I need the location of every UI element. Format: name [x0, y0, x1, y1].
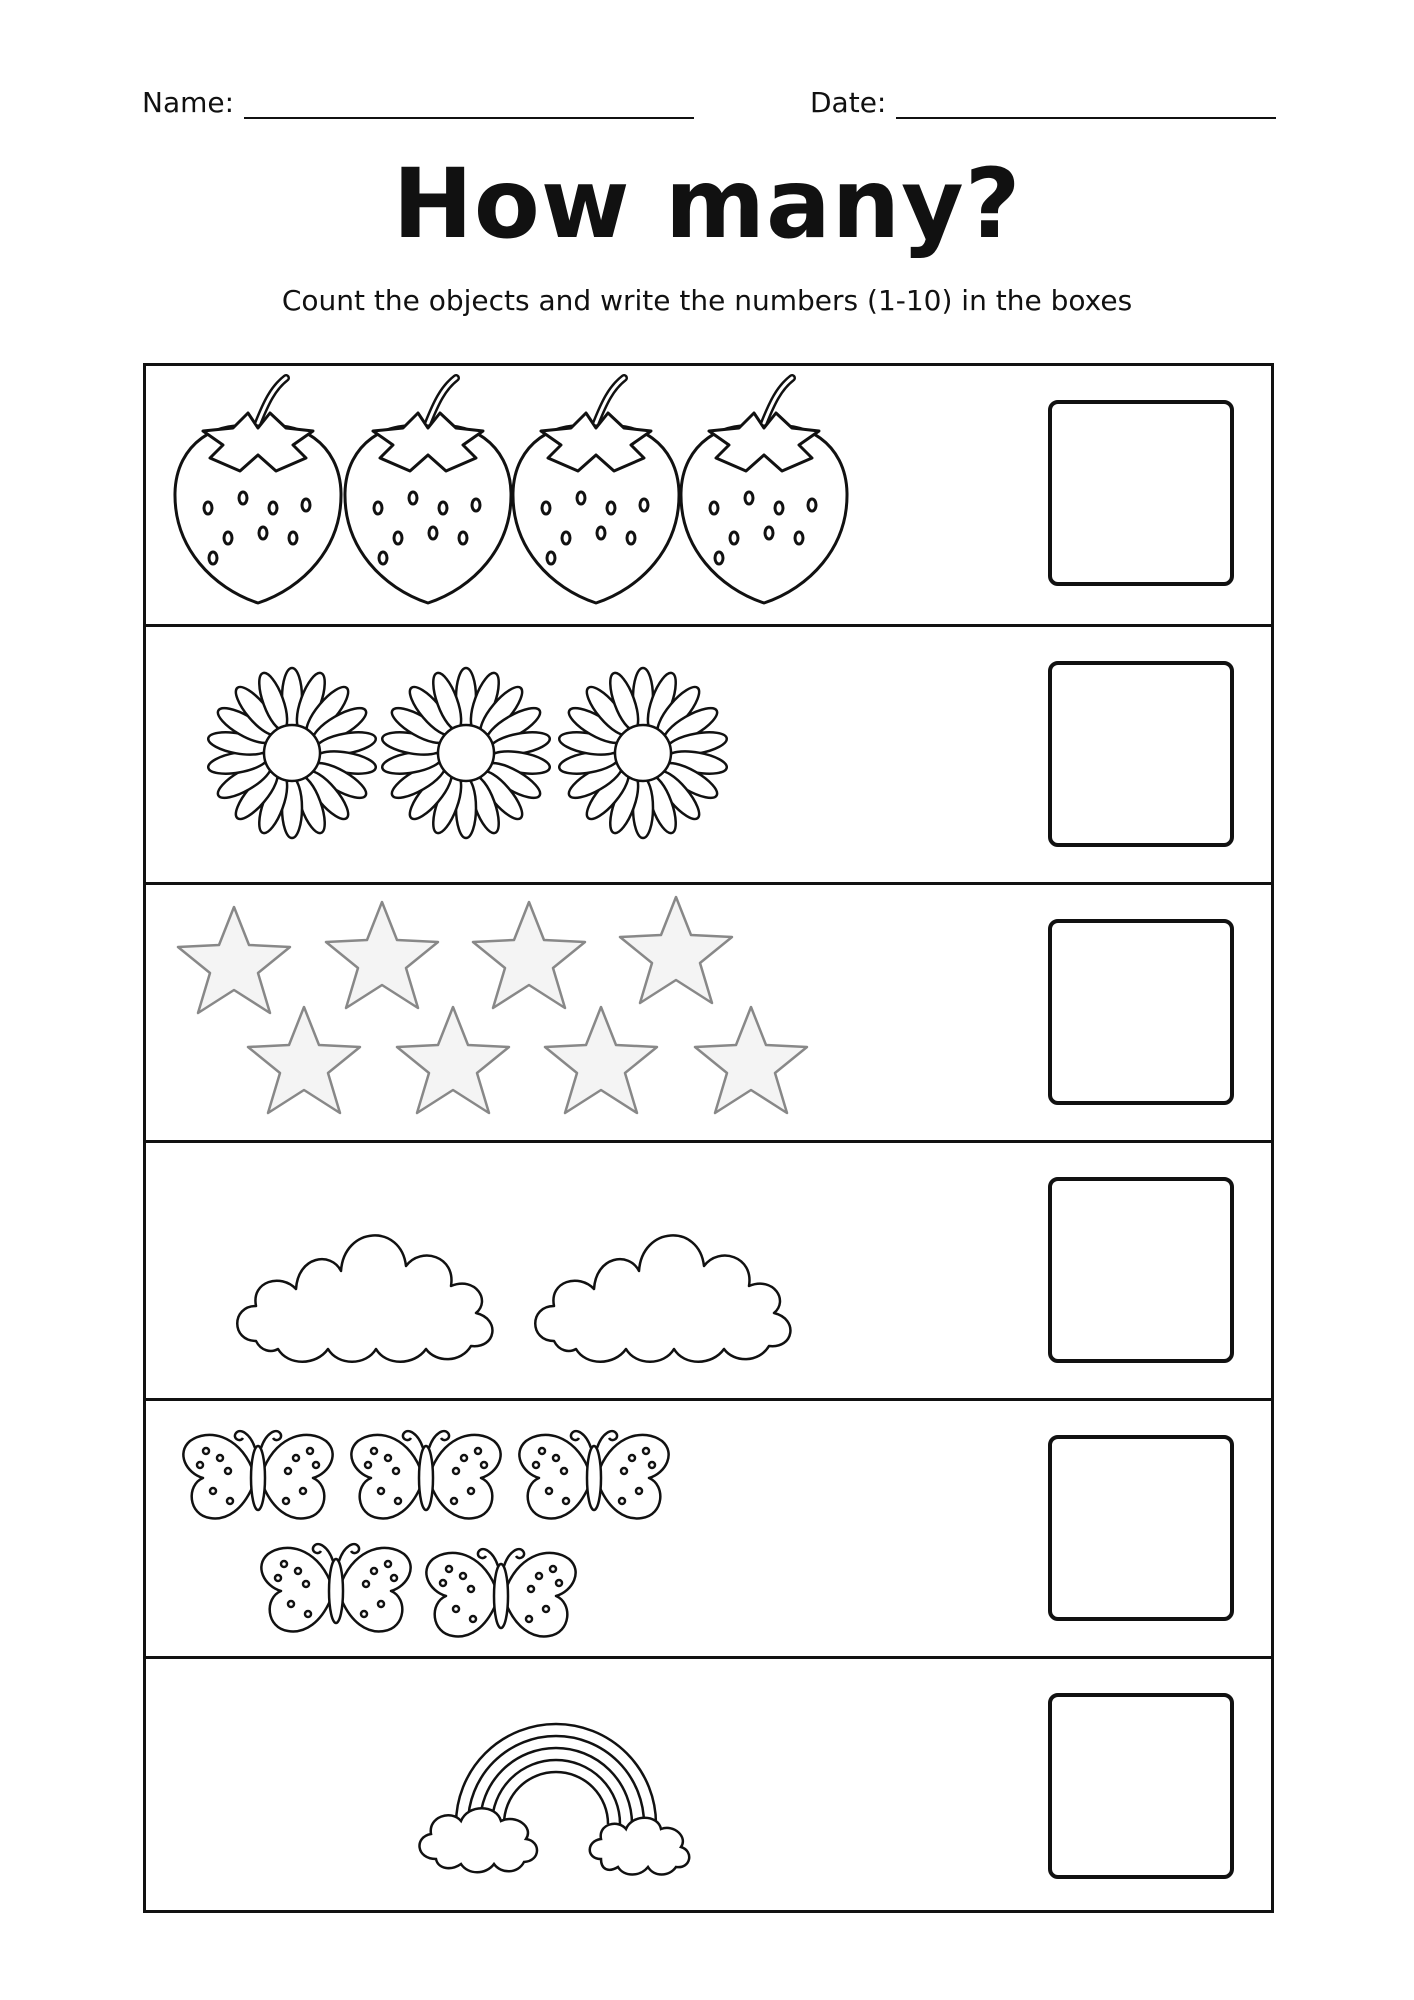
- row-strawberries: [146, 366, 1271, 624]
- strawberry-4: [681, 378, 847, 603]
- answer-box-daisies[interactable]: [1048, 661, 1234, 847]
- answer-box-clouds[interactable]: [1048, 1177, 1234, 1363]
- answer-box-rainbow[interactable]: [1048, 1693, 1234, 1879]
- clouds-picture: [146, 1143, 1026, 1398]
- strawberry-1: [175, 378, 341, 603]
- butterfly-4: [261, 1544, 410, 1631]
- name-label: Name:: [142, 86, 235, 119]
- butterflies-picture: [146, 1401, 1026, 1656]
- rainbow-1: [420, 1724, 690, 1875]
- strawberry-2: [345, 378, 511, 603]
- star-5: [248, 1007, 360, 1113]
- counting-grid: [143, 363, 1274, 1913]
- cloud-2: [535, 1235, 790, 1361]
- row-daisies: [146, 624, 1271, 882]
- date-underline[interactable]: [896, 87, 1276, 119]
- butterfly-3: [519, 1431, 668, 1518]
- name-underline[interactable]: [244, 87, 694, 119]
- butterfly-1: [183, 1431, 332, 1518]
- answer-box-butterflies[interactable]: [1048, 1435, 1234, 1621]
- star-8: [695, 1007, 807, 1113]
- butterfly-5: [426, 1549, 575, 1636]
- star-3: [473, 902, 585, 1008]
- strawberry-3: [513, 378, 679, 603]
- row-stars: [146, 882, 1271, 1140]
- rainbow-picture: [146, 1659, 1026, 1914]
- star-6: [397, 1007, 509, 1113]
- answer-box-stars[interactable]: [1048, 919, 1234, 1105]
- daisy-2: [381, 668, 552, 838]
- star-7: [545, 1007, 657, 1113]
- name-field[interactable]: [142, 86, 694, 119]
- answer-box-strawberries[interactable]: [1048, 400, 1234, 586]
- page-title: How many?: [392, 148, 1022, 260]
- date-label: Date:: [810, 86, 887, 119]
- star-4: [620, 897, 732, 1003]
- row-butterflies: [146, 1398, 1271, 1656]
- butterfly-2: [351, 1431, 500, 1518]
- daisy-1: [207, 668, 378, 838]
- star-2: [326, 902, 438, 1008]
- cloud-1: [237, 1235, 492, 1361]
- instructions: Count the objects and write the numbers (1-10) in the boxes: [281, 284, 1133, 317]
- stars-picture: [146, 885, 1026, 1140]
- date-field[interactable]: [810, 86, 1276, 119]
- row-rainbow: [146, 1656, 1271, 1914]
- row-clouds: [146, 1140, 1271, 1398]
- star-1: [178, 907, 290, 1013]
- daisies-picture: [146, 627, 1026, 882]
- daisy-3: [558, 668, 729, 838]
- strawberries-picture: [146, 366, 1026, 621]
